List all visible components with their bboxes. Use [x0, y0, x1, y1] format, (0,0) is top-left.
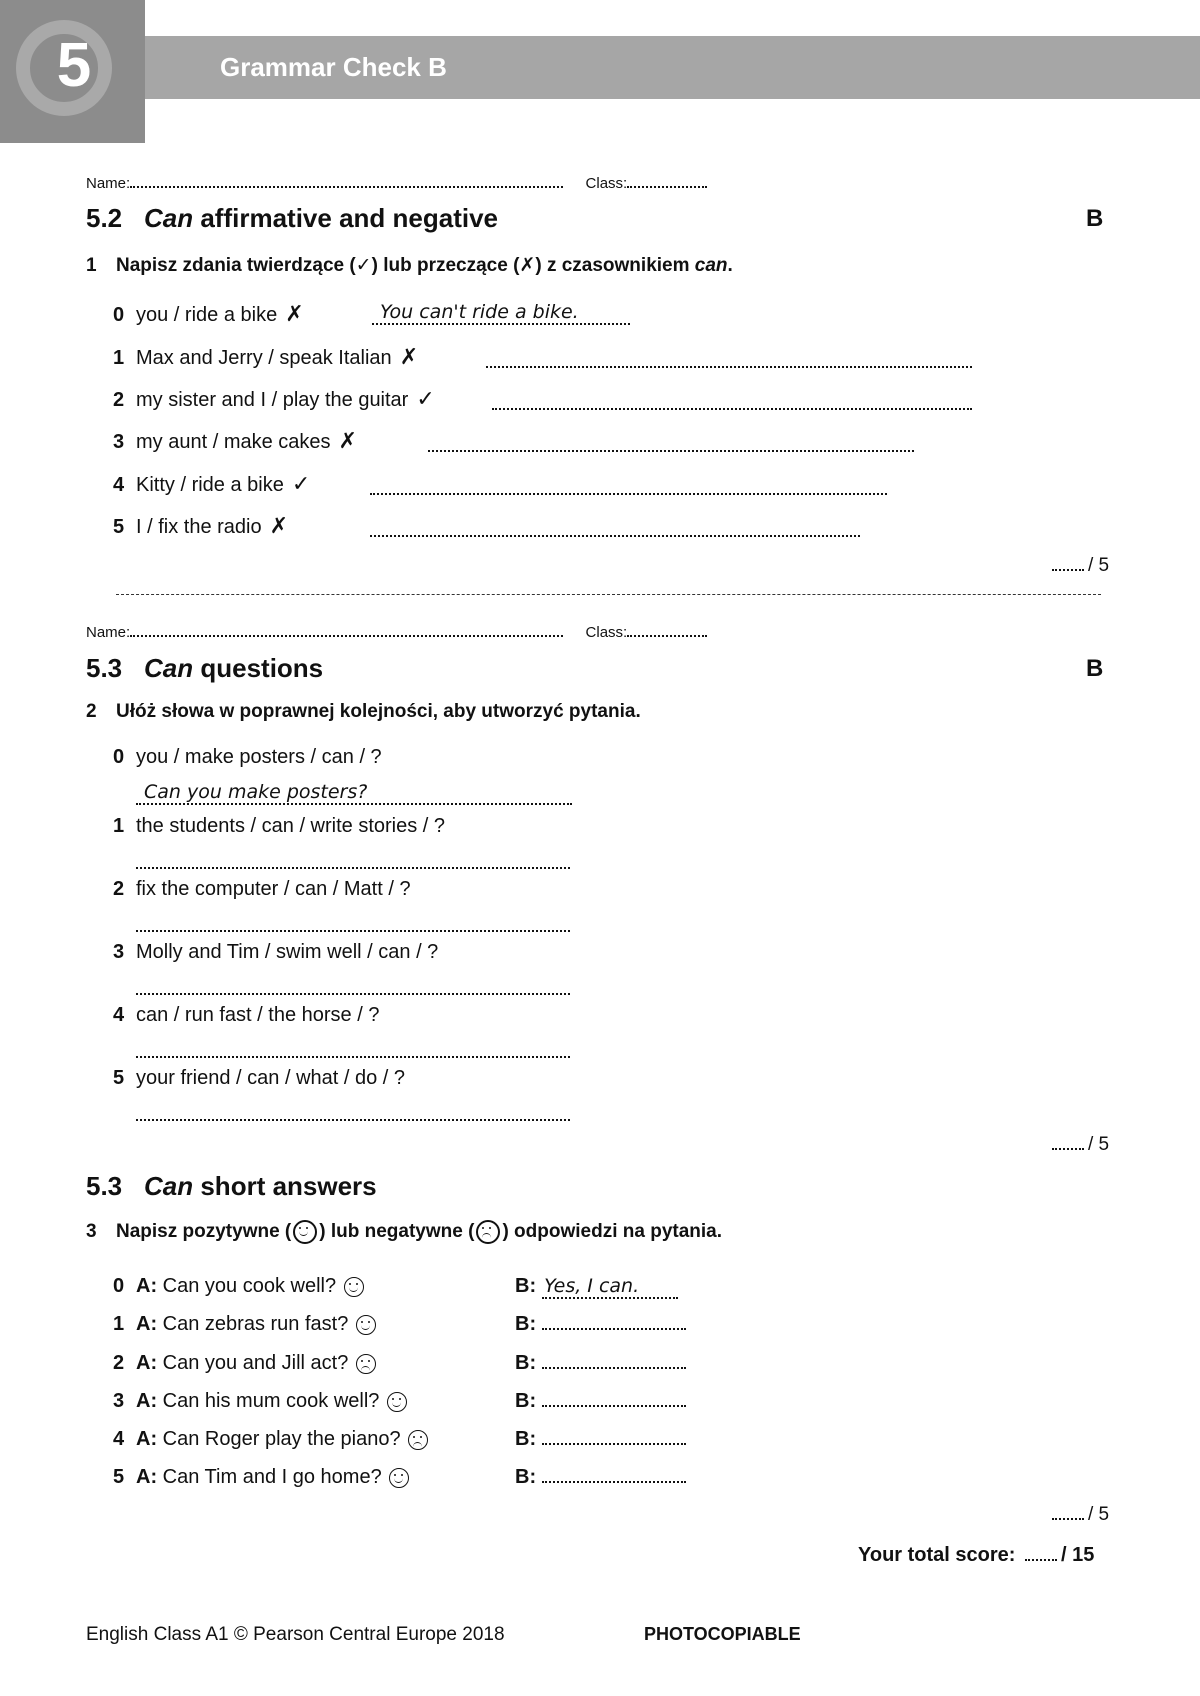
section-title-italic: Can	[144, 653, 194, 683]
instruction-1	[86, 254, 733, 277]
answer-line[interactable]	[542, 1391, 686, 1407]
section-number: 5.3	[86, 653, 123, 683]
exercise3-item-4	[113, 1428, 430, 1451]
section-title-5-3-short-answers	[86, 1171, 377, 1202]
answer-line[interactable]	[136, 993, 570, 995]
answer-field[interactable]: Yes, I can.	[542, 1275, 678, 1299]
name-class-row-1	[86, 172, 707, 192]
name-field[interactable]	[130, 172, 563, 188]
cut-line	[116, 594, 1101, 595]
item-prompt: I / fix the radio	[136, 516, 262, 538]
item-number: 1	[113, 1313, 125, 1335]
item-number: 2	[113, 389, 125, 411]
class-label: Class:	[585, 624, 628, 641]
speaker-a-label: A:	[136, 1428, 158, 1450]
total-score-blank[interactable]	[1025, 1545, 1057, 1561]
question-text: Can zebras run fast?	[162, 1313, 349, 1335]
answer-line[interactable]	[542, 1314, 686, 1330]
name-label: Name:	[86, 624, 131, 641]
item-number: 4	[113, 1428, 125, 1450]
speaker-b-label: B:	[515, 1352, 537, 1374]
footer-photocopiable: PHOTOCOPIABLE	[644, 1624, 801, 1644]
score-blank[interactable]	[1052, 555, 1084, 571]
exercise2-item-4	[113, 1004, 379, 1027]
version-label: B	[1086, 655, 1104, 682]
answer-line[interactable]	[136, 1056, 570, 1058]
score-max: / 5	[1088, 555, 1110, 576]
item-number: 4	[113, 1004, 125, 1026]
exercise3-answer-3	[515, 1390, 686, 1413]
section-title-5-2	[86, 203, 498, 234]
section-number: 5.3	[86, 1171, 123, 1201]
cross-icon: ✗	[338, 428, 357, 453]
item-number: 5	[113, 1466, 125, 1488]
answer-line[interactable]	[542, 1353, 686, 1369]
question-text: Can his mum cook well?	[162, 1390, 380, 1412]
speaker-a-label: A:	[136, 1275, 158, 1297]
unit-badge	[0, 0, 145, 143]
item-prompt: my aunt / make cakes	[136, 431, 331, 453]
happy-face-icon	[356, 1315, 376, 1335]
instruction-3	[86, 1220, 722, 1244]
item-number: 3	[113, 941, 125, 963]
item-prompt: can / run fast / the horse / ?	[136, 1004, 380, 1026]
name-field[interactable]	[130, 621, 563, 637]
happy-face-icon	[344, 1277, 364, 1297]
question-text: Can you cook well?	[162, 1275, 337, 1297]
score-3	[1052, 1504, 1109, 1526]
answer-line[interactable]	[428, 450, 914, 452]
score-2	[1052, 1134, 1109, 1156]
speaker-b-label: B:	[515, 1428, 537, 1450]
instruction-text: ) lub negatywne (	[319, 1221, 475, 1243]
exercise1-item-1	[113, 344, 418, 370]
instruction-italic: can	[694, 255, 728, 276]
section-title-text: short answers	[193, 1171, 377, 1201]
section-title-italic: Can	[144, 1171, 194, 1201]
speaker-b-label: B:	[515, 1390, 537, 1412]
item-prompt: fix the computer / can / Matt / ?	[136, 878, 411, 900]
speaker-a-label: A:	[136, 1390, 158, 1412]
cross-icon: ✗	[285, 301, 304, 326]
unit-number: 5	[56, 31, 92, 100]
item-number: 3	[113, 431, 125, 453]
exercise3-answer-0	[515, 1275, 678, 1299]
answer-line[interactable]	[542, 1429, 686, 1445]
total-score-max: / 15	[1061, 1544, 1095, 1566]
exercise1-item-0	[113, 301, 304, 327]
cross-icon: ✗	[269, 513, 289, 538]
score-max: / 5	[1088, 1134, 1110, 1155]
instruction-text: ) odpowiedzi na pytania.	[502, 1221, 723, 1243]
speaker-a-label: A:	[136, 1313, 158, 1335]
exercise1-item-5	[113, 513, 288, 539]
item-prompt: you / ride a bike	[136, 304, 278, 326]
item-number: 1	[113, 347, 125, 369]
total-score	[858, 1544, 1094, 1567]
happy-face-icon	[389, 1468, 409, 1488]
item-prompt: you / make posters / can / ?	[136, 746, 382, 768]
answer-line[interactable]	[542, 1467, 686, 1483]
exercise2-item-5	[113, 1067, 405, 1090]
exercise3-answer-5	[515, 1466, 686, 1489]
speaker-b-label: B:	[515, 1313, 537, 1335]
sad-face-icon	[476, 1220, 500, 1244]
answer-line[interactable]	[136, 930, 570, 932]
item-prompt: the students / can / write stories / ?	[136, 815, 446, 837]
exercise3-item-1	[113, 1313, 378, 1336]
exercise3-item-3	[113, 1390, 409, 1413]
item-prompt: Max and Jerry / speak Italian	[136, 347, 392, 369]
item-number: 2	[113, 1352, 125, 1374]
answer-line[interactable]	[136, 1119, 570, 1121]
section-title-text: affirmative and negative	[193, 203, 499, 233]
total-score-label: Your total score:	[858, 1544, 1016, 1566]
check-icon: ✓	[416, 386, 435, 411]
speaker-a-label: A:	[136, 1466, 158, 1488]
instruction-number: 3	[86, 1221, 97, 1243]
item-number: 1	[113, 815, 125, 837]
instruction-number: 2	[86, 701, 97, 722]
happy-face-icon	[293, 1220, 317, 1244]
item-number: 3	[113, 1390, 125, 1412]
section-title-italic: Can	[144, 203, 194, 233]
question-text: Can Tim and I go home?	[162, 1466, 382, 1488]
section-title-text: questions	[193, 653, 324, 683]
answer-line[interactable]	[370, 493, 887, 495]
exercise3-item-0	[113, 1275, 366, 1298]
exercise1-item-2	[113, 386, 435, 412]
class-field[interactable]	[627, 621, 707, 637]
instruction-2	[86, 701, 641, 723]
question-text: Can you and Jill act?	[162, 1352, 349, 1374]
cross-icon: ✗	[399, 344, 419, 369]
speaker-a-label: A:	[136, 1352, 158, 1374]
class-field[interactable]	[627, 172, 707, 188]
item-prompt: your friend / can / what / do / ?	[136, 1067, 406, 1089]
item-prompt: Molly and Tim / swim well / can / ?	[136, 941, 439, 963]
score-blank[interactable]	[1052, 1504, 1084, 1520]
happy-face-icon	[387, 1392, 407, 1412]
exercise3-item-5	[113, 1466, 411, 1489]
item-number: 0	[113, 746, 125, 768]
section-title-5-3-questions	[86, 653, 323, 684]
item-number: 4	[113, 474, 125, 496]
exercise2-item-2	[113, 878, 411, 901]
answer-line[interactable]	[492, 408, 972, 410]
instruction-end: .	[727, 255, 733, 276]
instruction-number: 1	[86, 255, 97, 276]
name-class-row-2	[86, 621, 707, 641]
sad-face-icon	[408, 1430, 428, 1450]
score-1	[1052, 555, 1109, 577]
section-number: 5.2	[86, 203, 123, 233]
answer-field[interactable]: You can't ride a bike.	[372, 301, 630, 325]
name-label: Name:	[86, 175, 131, 192]
page-title: Grammar Check B	[220, 52, 447, 82]
exercise3-answer-2	[515, 1352, 686, 1375]
exercise3-item-2	[113, 1352, 378, 1375]
speaker-b-label: B:	[515, 1275, 537, 1297]
item-prompt: Kitty / ride a bike	[136, 474, 284, 496]
sad-face-icon	[356, 1354, 376, 1374]
version-label: B	[1086, 205, 1104, 232]
item-number: 0	[113, 1275, 125, 1297]
exercise1-item-3	[113, 428, 357, 454]
item-number: 0	[113, 304, 125, 326]
item-number: 5	[113, 516, 125, 538]
footer-copyright: English Class A1 © Pearson Central Europe 2018	[86, 1624, 505, 1645]
exercise3-answer-1	[515, 1313, 686, 1336]
answer-line[interactable]	[370, 535, 860, 537]
item-number: 5	[113, 1067, 125, 1089]
instruction-text: Napisz pozytywne (	[116, 1221, 292, 1243]
instruction-text: Napisz zdania twierdzące (✓) lub przeczące (✗) z czasownikiem	[116, 255, 695, 276]
exercise2-item-0	[113, 746, 382, 769]
item-number: 2	[113, 878, 125, 900]
score-blank[interactable]	[1052, 1134, 1084, 1150]
exercise1-item-4	[113, 471, 310, 497]
check-icon: ✓	[291, 471, 311, 496]
score-max: / 5	[1088, 1504, 1110, 1525]
class-label: Class:	[585, 175, 628, 192]
instruction-text: Ułóż słowa w poprawnej kolejności, aby utworzyć pytania.	[116, 701, 641, 722]
speaker-b-label: B:	[515, 1466, 537, 1488]
question-text: Can Roger play the piano?	[162, 1428, 401, 1450]
exercise2-item-1	[113, 815, 445, 838]
answer-line[interactable]	[486, 366, 972, 368]
exercise3-answer-4	[515, 1428, 686, 1451]
answer-field[interactable]: Can you make posters?	[136, 781, 572, 805]
item-prompt: my sister and I / play the guitar	[136, 389, 409, 411]
answer-line[interactable]	[136, 867, 570, 869]
exercise2-item-3	[113, 941, 438, 964]
